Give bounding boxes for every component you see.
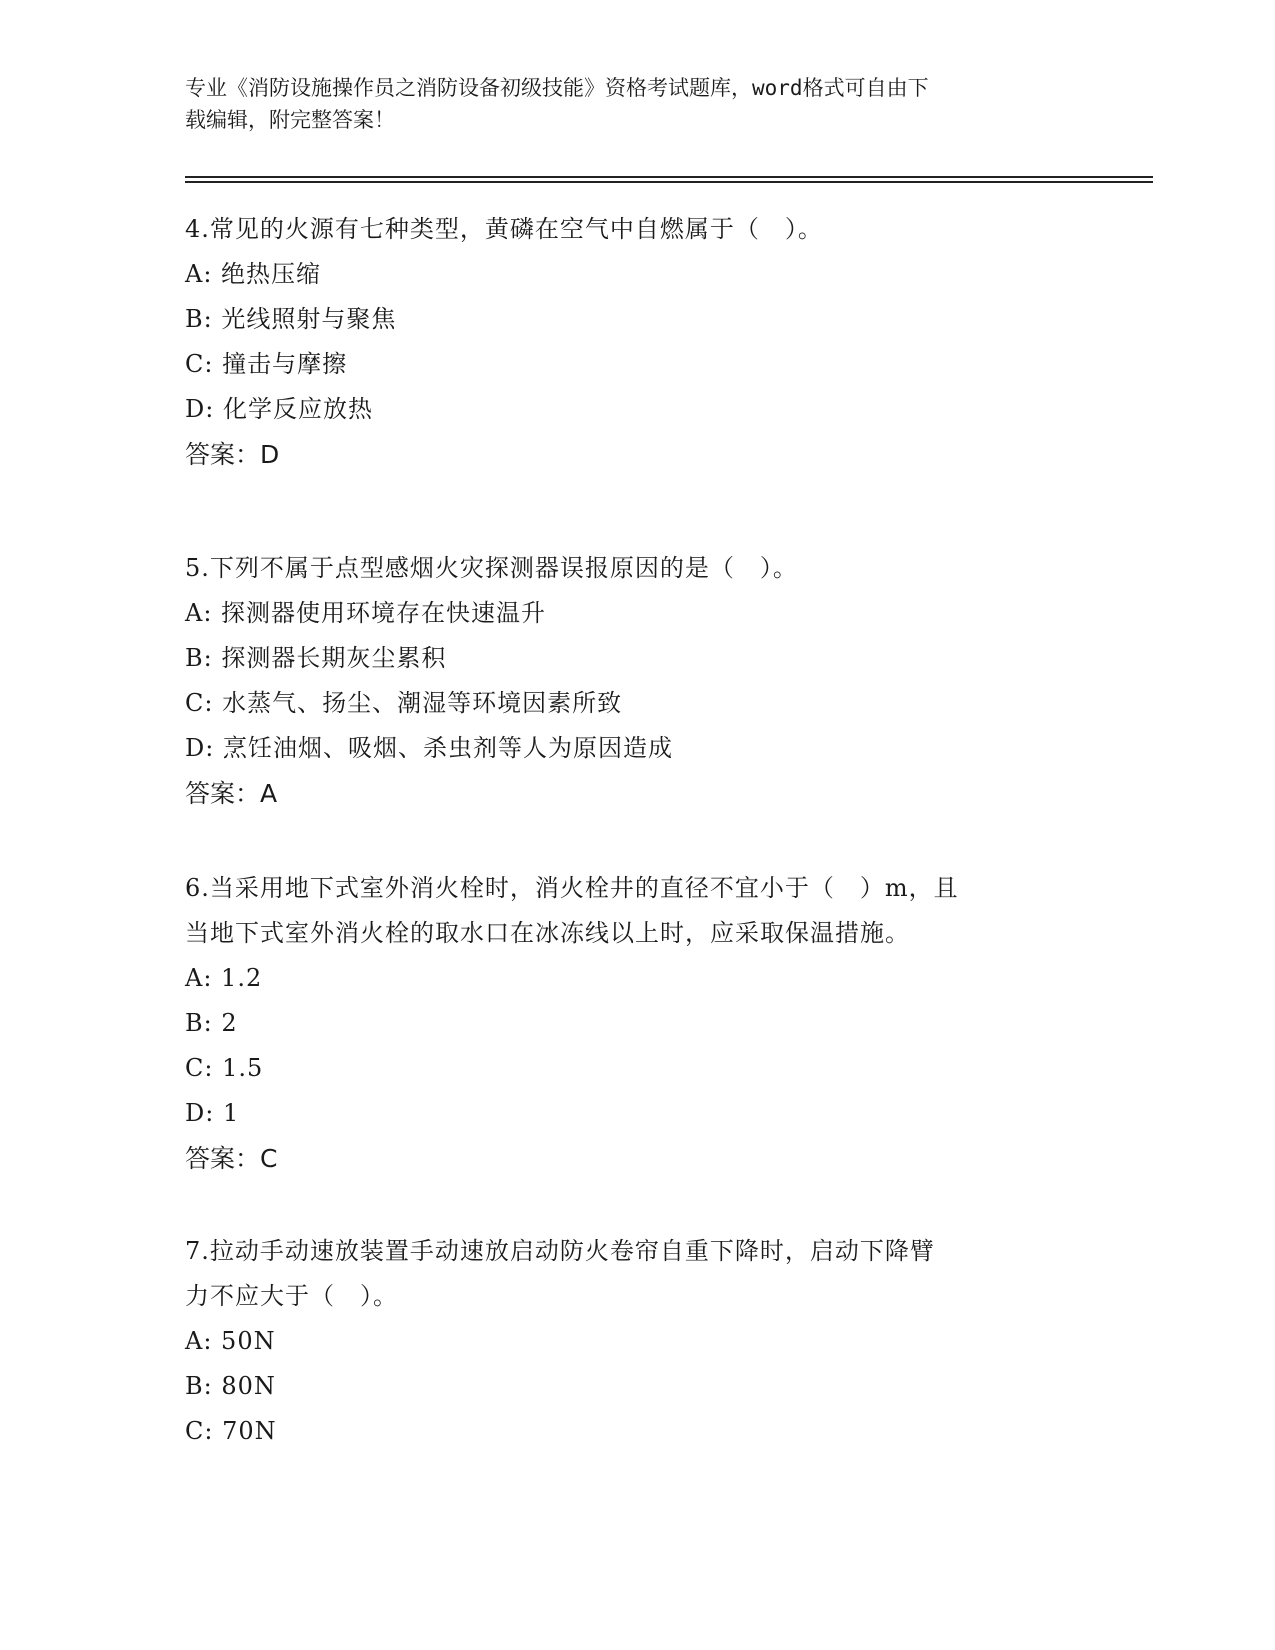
header-divider-bottom (185, 181, 1153, 183)
option-d: D: 化学反应放热 (185, 395, 373, 423)
question-stem-line-2: 当地下式室外消火栓的取水口在冰冻线以上时，应采取保温措施。 (185, 919, 910, 947)
option-a: A: 探测器使用环境存在快速温升 (185, 599, 547, 627)
option-a: A: 绝热压缩 (185, 260, 322, 288)
option-d: D: 烹饪油烟、吸烟、杀虫剂等人为原因造成 (185, 734, 673, 762)
option-b: B: 80N (185, 1372, 276, 1400)
option-c: C: 1.5 (185, 1054, 264, 1082)
header-line-2: 载编辑，附完整答案！ (185, 108, 395, 132)
header-divider-top (185, 176, 1153, 178)
question-stem-line-1: 6.当采用地下式室外消火栓时，消火栓井的直径不宜小于（ ）m，且 (185, 874, 959, 902)
header-line-1: 专业《消防设施操作员之消防设备初级技能》资格考试题库，word格式可自由下 (185, 76, 929, 100)
question-stem: 5.下列不属于点型感烟火灾探测器误报原因的是（ ）。 (185, 554, 798, 582)
option-a: A: 1.2 (185, 964, 263, 992)
question-7 (185, 1229, 1085, 1454)
document-header (185, 72, 1085, 136)
question-stem-line-2: 力不应大于（ ）。 (185, 1282, 398, 1310)
option-d: D: 1 (185, 1099, 240, 1127)
question-6 (185, 866, 1085, 1181)
answer: 答案：C (185, 1144, 278, 1173)
question-stem: 4.常见的火源有七种类型，黄磷在空气中自燃属于（ ）。 (185, 215, 823, 243)
question-4 (185, 207, 1085, 477)
option-b: B: 探测器长期灰尘累积 (185, 644, 447, 672)
question-5 (185, 546, 1085, 816)
answer: 答案：D (185, 440, 280, 469)
option-c: C: 70N (185, 1417, 277, 1445)
option-b: B: 光线照射与聚焦 (185, 305, 397, 333)
option-c: C: 水蒸气、扬尘、潮湿等环境因素所致 (185, 689, 623, 717)
option-b: B: 2 (185, 1009, 238, 1037)
option-c: C: 撞击与摩擦 (185, 350, 348, 378)
option-a: A: 50N (185, 1327, 276, 1355)
answer: 答案：A (185, 779, 278, 808)
question-stem-line-1: 7.拉动手动速放装置手动速放启动防火卷帘自重下降时，启动下降臂 (185, 1237, 935, 1265)
